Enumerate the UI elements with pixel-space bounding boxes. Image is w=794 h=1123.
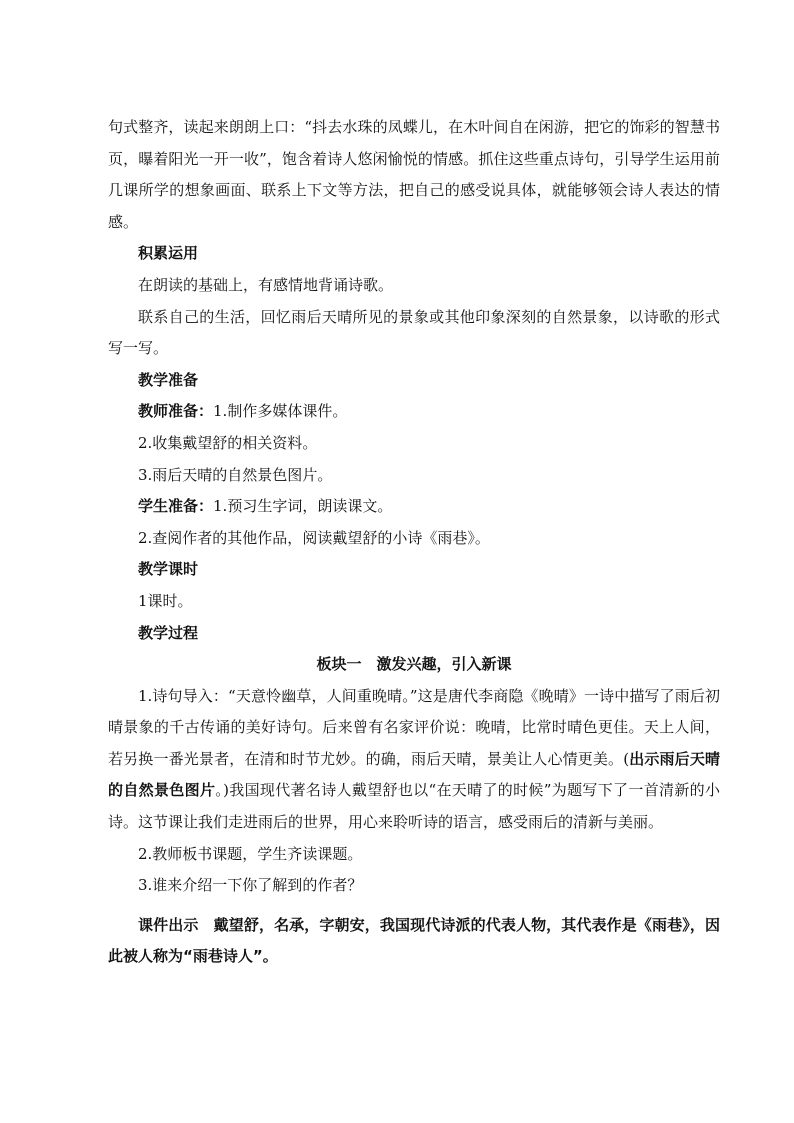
- step-1: [108, 681, 720, 839]
- heading-jilei: 积累运用: [138, 244, 199, 263]
- courseware-show: [108, 910, 720, 973]
- paragraph-intro: 句式整齐，读起来朗朗上口：“抖去水珠的凤蝶儿，在木叶间自在闲游，把它的饰彩的智慧书页，曝着阳光一开一收”，饱含着诗人悠闲愉悦的情感。抓住这些重点诗句，引导学生运用前几课所学的想象画面、联系上下文等方法，把自己的感受说具体，就能够领会诗人表达的情感。: [108, 118, 720, 231]
- teacher-prep-1: [108, 396, 720, 428]
- jilei-item-2: 联系自己的生活，回忆雨后天晴所见的景象或其他印象深刻的自然景象，以诗歌的形式写一写。: [108, 307, 720, 358]
- student-prep-1: [108, 491, 720, 523]
- student-prep-2: 2.查阅作者的其他作品，阅读戴望舒的小诗《雨巷》。: [138, 528, 490, 547]
- teacher-prep-2: 2.收集戴望舒的相关资料。: [138, 433, 318, 452]
- heading-keshi: 教学课时: [138, 560, 199, 579]
- courseware-label: 课件出示: [138, 915, 214, 934]
- student-prep-1-text: 1.预习生字词，朗读课文。: [213, 497, 393, 516]
- step-3: 3.谁来介绍一下你了解到的作者？: [138, 876, 363, 895]
- courseware-text: 戴望舒，名承，字朝安，我国现代诗派的代表人物，其代表作是《雨巷》，因此被人称为“雨巷诗人”。: [108, 915, 720, 966]
- heading-guocheng: 教学过程: [138, 623, 199, 642]
- teacher-prep-1-text: 1.制作多媒体课件。: [213, 402, 348, 421]
- student-prep-label: 学生准备：: [138, 497, 214, 516]
- step-1-text-a: 1.诗句导入：“天意怜幽草，人间重晚晴。”这是唐代李商隐《晚晴》一诗中描写了雨后初晴景象的千古传诵的美好诗句。后来曾有名家评价说：晚晴，比常时晴色更佳。天上人间，若另换一番光景者，在清和时节尤妙。的确，雨后天晴，景美让人心情更美。(: [108, 686, 720, 768]
- block1-title: 板块一 激发兴趣，引入新课: [316, 655, 512, 674]
- document-page: [108, 112, 720, 973]
- jilei-item-1: 在朗读的基础上，有感情地背诵诗歌。: [138, 275, 394, 294]
- teacher-prep-label: 教师准备：: [138, 402, 214, 421]
- step-1-bold: 出示雨后天晴的自然景色图片: [108, 749, 720, 800]
- step-2: 2.教师板书课题，学生齐读课题。: [138, 844, 363, 863]
- keshi-text: 1课时。: [138, 591, 193, 610]
- teacher-prep-3: 3.雨后天晴的自然景色图片。: [138, 465, 333, 484]
- step-1-text-c: 。)我国现代著名诗人戴望舒也以“在天晴了的时候”为题写下了一首清新的小诗。这节课让我们走进雨后的世界，用心来聆听诗的语言，感受雨后的清新与美丽。: [108, 781, 720, 832]
- heading-zhunbei: 教学准备: [138, 370, 199, 389]
